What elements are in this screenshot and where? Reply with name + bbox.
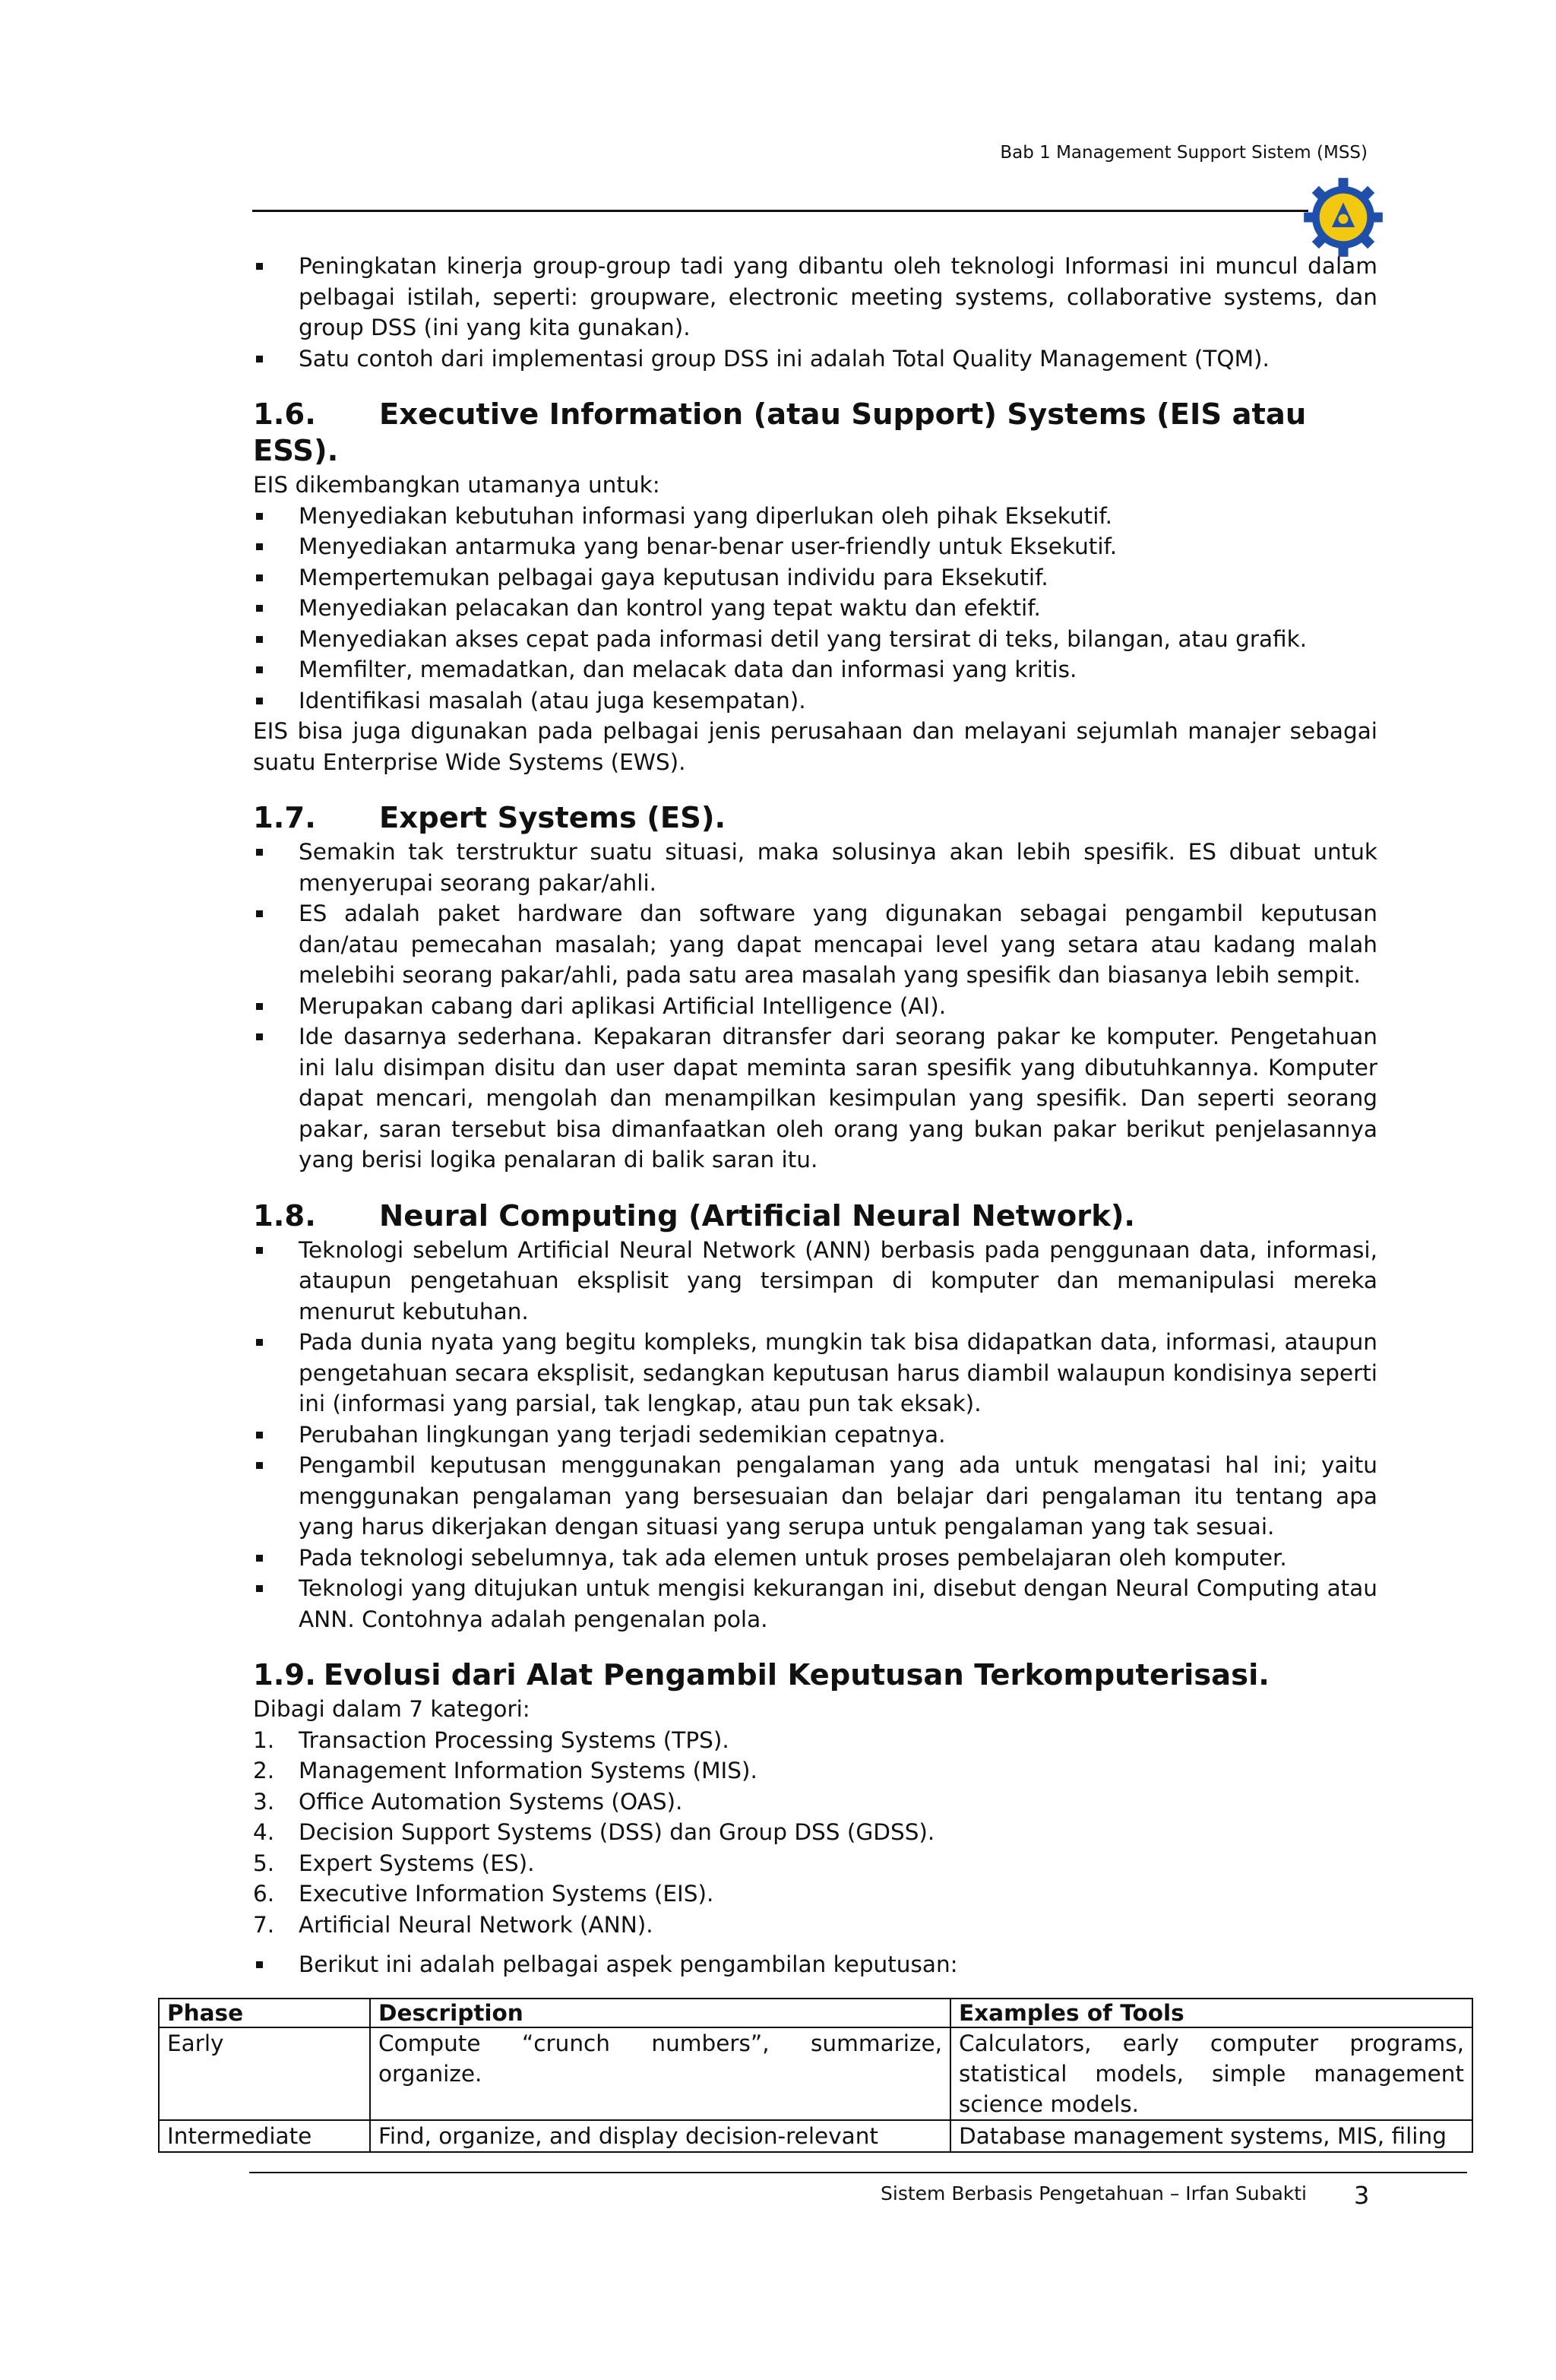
list-item: 6. Executive Information Systems (EIS).: [253, 1881, 714, 1907]
table-header-row: [159, 1999, 1472, 2027]
eis-bullet-list: [253, 501, 1377, 717]
list-item: Memfilter, memadatkan, dan melacak data dan informasi yang kritis.: [253, 654, 1377, 685]
list-item: Teknologi sebelum Artificial Neural Network (ANN) berbasis pada penggunaan data, informasi, ataupun pengetahuan eksplisit yang tersimpan di komputer dan memanipulasi mereka menurut kebutuhan.: [253, 1235, 1377, 1328]
list-item: Berikut ini adalah pelbagai aspek pengambilan keputusan:: [253, 1949, 1377, 1980]
list-item: 2. Management Information Systems (MIS).: [253, 1758, 757, 1783]
section-heading-1-7: 1.7. Expert Systems (ES).: [253, 801, 726, 835]
table-row: [159, 2120, 1472, 2152]
section-closing: EIS bisa juga digunakan pada pelbagai jenis perusahaan dan melayani sejumlah manajer sebagai suatu Enterprise Wide Systems (EWS).: [253, 718, 1377, 775]
list-item: 5. Expert Systems (ES).: [253, 1850, 535, 1876]
decision-aspects-table-wrapper: [152, 1991, 1489, 2158]
list-item: ES adalah paket hardware dan software yang digunakan sebagai pengambil keputusan dan/atau pemecahan masalah; yang dapat mencapai level yang setara atau kadang malah melebihi seorang pakar/ahli, pada satu area masalah yang spesifik dan biasanya lebih sempit.: [253, 898, 1377, 991]
list-item: Menyediakan antarmuka yang benar-benar user-friendly untuk Eksekutif.: [253, 531, 1377, 562]
list-item: Menyediakan kebutuhan informasi yang diperlukan oleh pihak Eksekutif.: [253, 501, 1377, 532]
list-item: 4. Decision Support Systems (DSS) dan Group DSS (GDSS).: [253, 1819, 935, 1845]
section-lead: EIS dikembangkan utamanya untuk:: [253, 472, 660, 498]
list-item: Merupakan cabang dari aplikasi Artificial Intelligence (AI).: [253, 991, 1377, 1022]
section-heading-1-6: 1.6. Executive Information (atau Support) Systems (EIS atau ESS).: [253, 397, 1307, 468]
header-rule: [252, 210, 1308, 212]
list-item: Satu contoh dari implementasi group DSS ini adalah Total Quality Management (TQM).: [253, 343, 1377, 375]
page-number: 3: [1354, 2181, 1370, 2210]
table-cell: Intermediate: [159, 2120, 370, 2152]
page-body: [253, 251, 1377, 1980]
column-header-examples: Examples of Tools: [950, 1999, 1472, 2027]
table-cell: Database management systems, MIS, filing: [950, 2120, 1472, 2152]
table-cell: Early: [159, 2027, 370, 2120]
list-item: Teknologi yang ditujukan untuk mengisi kekurangan ini, disebut dengan Neural Computing atau ANN. Contohnya adalah pengenalan pola.: [253, 1573, 1377, 1635]
section-heading-1-9: 1.9. Evolusi dari Alat Pengambil Keputusan Terkomputerisasi.: [253, 1658, 1270, 1692]
list-item: 1. Transaction Processing Systems (TPS).: [253, 1726, 729, 1753]
university-logo-icon: [1302, 176, 1384, 258]
list-item: Semakin tak terstruktur suatu situasi, maka solusinya akan lebih spesifik. ES dibuat untuk menyerupai seorang pakar/ahli.: [253, 837, 1377, 898]
table-cell: Find, organize, and display decision-relevant: [370, 2120, 950, 2152]
list-item: Ide dasarnya sederhana. Kepakaran ditransfer dari seorang pakar ke komputer. Pengetahuan ini lalu disimpan disitu dan user dapat meminta saran spesifik yang dibutuhkannya. Komputer dapat mencari, mengolah dan menampilkan kesimpulan yang spesifik. Dan seperti seorang pakar, saran tersebut bisa dimanfaatkan oleh orang yang bukan pakar berikut penjelasannya yang berisi logika penalaran di balik saran itu.: [253, 1021, 1377, 1176]
footer-credit: Sistem Berbasis Pengetahuan – Irfan Subakti: [881, 2182, 1307, 2204]
list-item: 3. Office Automation Systems (OAS).: [253, 1788, 683, 1815]
table-cell: Calculators, early computer programs, statistical models, simple management science models.: [950, 2027, 1472, 2120]
table-intro-list: [253, 1949, 1377, 1980]
intro-bullet-list: [253, 251, 1377, 374]
table-cell: Compute “crunch numbers”, summarize, organize.: [370, 2027, 950, 2120]
column-header-description: Description: [370, 1999, 950, 2027]
column-header-phase: Phase: [159, 1999, 370, 2027]
list-item: Mempertemukan pelbagai gaya keputusan individu para Eksekutif.: [253, 562, 1377, 593]
list-item: Menyediakan pelacakan dan kontrol yang tepat waktu dan efektif.: [253, 593, 1377, 624]
ann-bullet-list: [253, 1235, 1377, 1635]
list-item: Identifikasi masalah (atau juga kesempatan).: [253, 685, 1377, 717]
decision-aspects-table: [158, 1998, 1473, 2153]
es-bullet-list: [253, 837, 1377, 1176]
section-heading-1-8: 1.8. Neural Computing (Artificial Neural Network).: [253, 1198, 1136, 1233]
list-item: Pada dunia nyata yang begitu kompleks, mungkin tak bisa didapatkan data, informasi, ataupun pengetahuan secara eksplisit, sedangkan keputusan harus diambil walaupun kondisinya seperti ini (informasi yang parsial, tak lengkap, atau pun tak eksak).: [253, 1327, 1377, 1419]
list-item: Perubahan lingkungan yang terjadi sedemikian cepatnya.: [253, 1419, 1377, 1451]
list-item: Pengambil keputusan menggunakan pengalaman yang ada untuk mengatasi hal ini; yaitu menggunakan pengalaman yang bersesuaian dan belajar dari pengalaman itu tentang apa yang harus dikerjakan dengan situasi yang serupa untuk pengalaman yang tak sesuai.: [253, 1450, 1377, 1543]
list-item: Pada teknologi sebelumnya, tak ada elemen untuk proses pembelajaran oleh komputer.: [253, 1543, 1377, 1574]
table-row: [159, 2027, 1472, 2120]
footer-rule: [249, 2172, 1467, 2173]
list-item: Menyediakan akses cepat pada informasi detil yang tersirat di teks, bilangan, atau grafik.: [253, 624, 1377, 655]
section-lead: Dibagi dalam 7 kategori:: [253, 1696, 530, 1722]
category-list: [253, 1725, 1377, 1941]
list-item: Peningkatan kinerja group-group tadi yang dibantu oleh teknologi Informasi ini muncul dalam pelbagai istilah, seperti: groupware, electronic meeting systems, collaborative systems, dan group DSS (ini yang kita gunakan).: [253, 251, 1377, 343]
running-header: Bab 1 Management Support Sistem (MSS): [1000, 143, 1368, 163]
list-item: 7. Artificial Neural Network (ANN).: [253, 1911, 653, 1938]
